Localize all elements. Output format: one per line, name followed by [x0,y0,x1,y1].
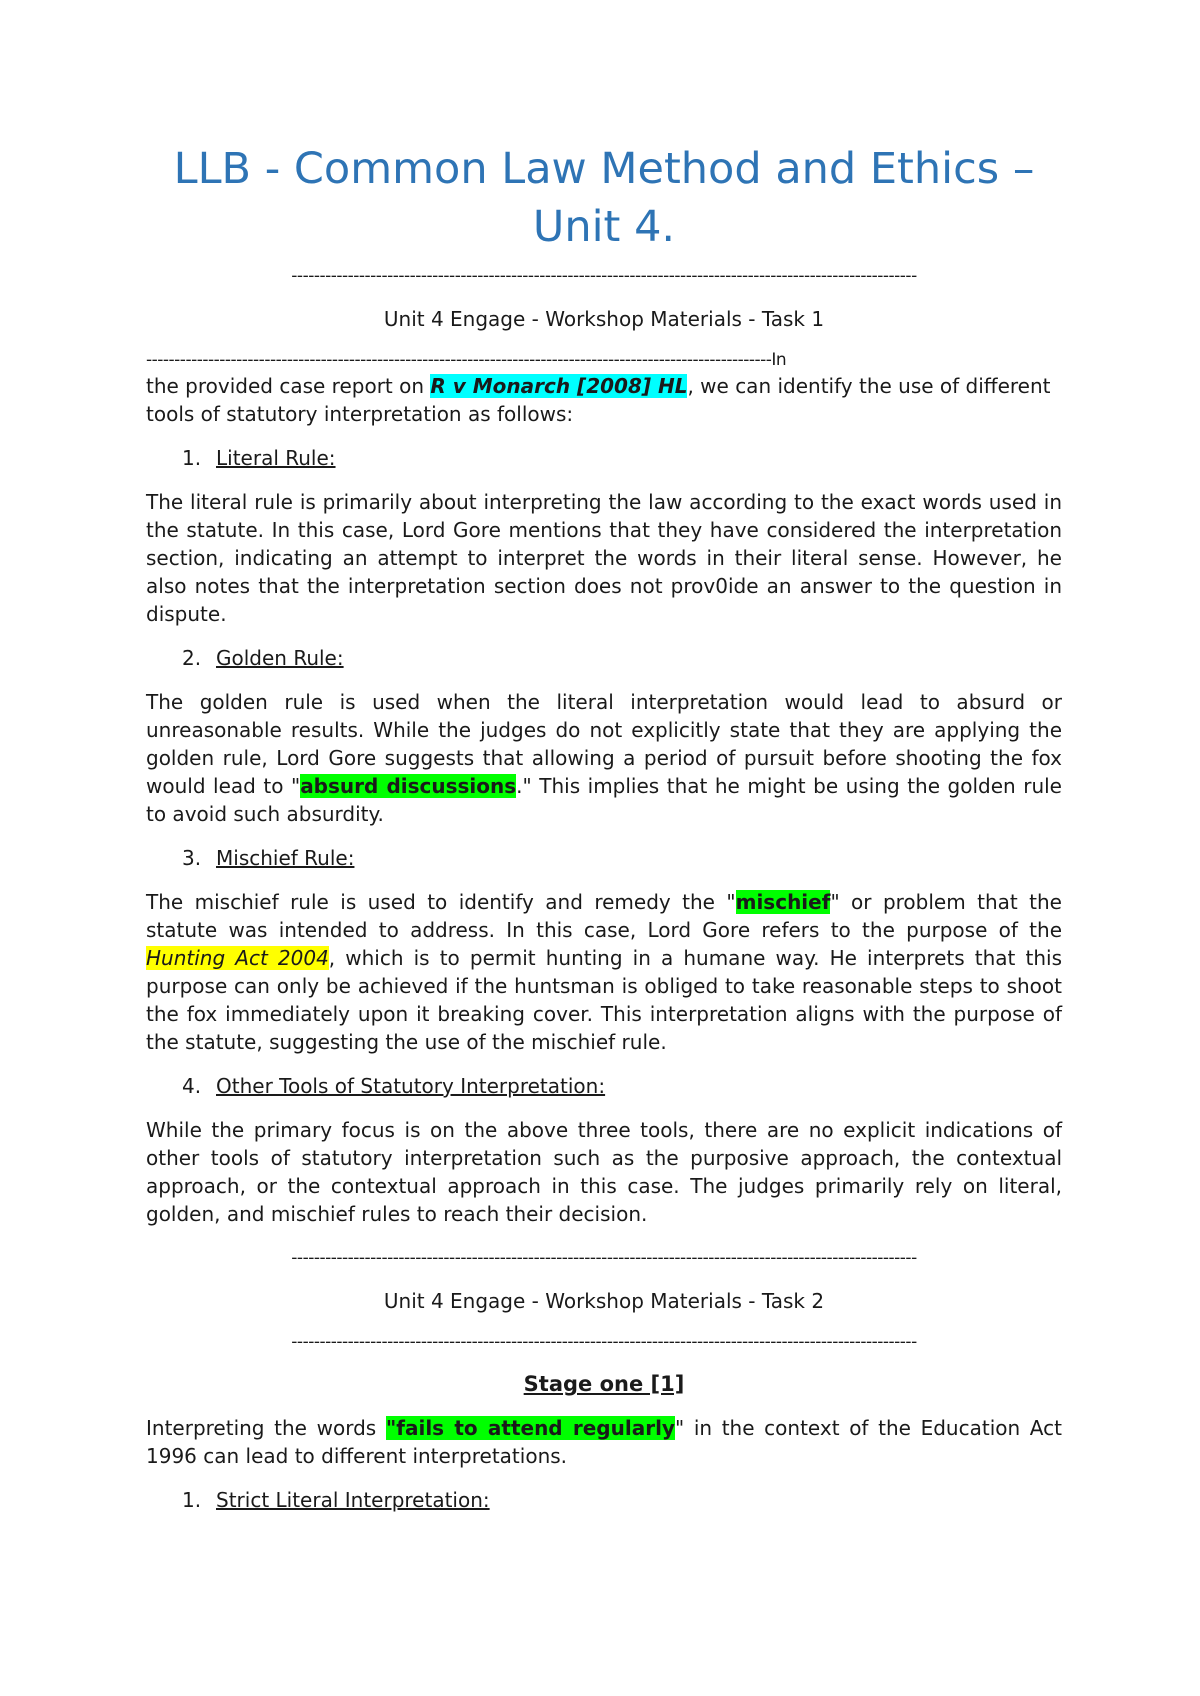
item-number: 3. [182,846,202,870]
paragraph-text-end: , which is to permit hunting in a humane way. He interprets that this purpose can only be achieved if the huntsman is obliged to take reasonable steps to shoot the fox immediately upon it breaking cover. This interpretation aligns with the purpose of the statute, suggesting the use of the mischief rule. [146,946,1063,1054]
intro-text: Interpreting the words [146,1416,386,1440]
golden-rule-paragraph [146,688,1062,828]
intro-text: the provided case report on [146,374,431,398]
divider: --------------------------------------------------------------------------------------------------------------- [291,1332,917,1352]
divider: --------------------------------------------------------------------------------------------------------------- [291,266,917,286]
list-item-mischief-rule [146,844,1062,872]
list-item-literal-rule [146,444,1062,472]
task2-intro [146,1414,1062,1470]
task1-heading: Unit 4 Engage - Workshop Materials - Task 1 [383,307,825,331]
paragraph-text-end: ." This implies that he might be using the golden rule to avoid such absurdity. [146,774,1062,826]
item-label: Other Tools of Statutory Interpretation: [216,1074,606,1098]
item-number: 4. [182,1074,202,1098]
list-item-other-tools [146,1072,1062,1100]
task1-intro [146,372,1062,428]
item-label: Mischief Rule: [216,846,355,870]
mischief-highlight: mischief [735,890,831,914]
title-line-1: LLB - Common Law Method and Ethics – [173,144,1035,194]
other-tools-paragraph: While the primary focus is on the above three tools, there are no explicit indications of other tools of statutory interpretation such as the purposive approach, the contextual approach, or the contextual approach in this case. The judges primarily rely on literal, golden, and mischief rules to reach their decision. [146,1118,1062,1226]
divider-with-tail [146,350,1062,370]
literal-rule-paragraph: The literal rule is primarily about interpreting the law according to the exact words used in the statute. In this case, Lord Gore mentions that they have considered the interpretation section, indicating an attempt to interpret the words in their literal sense. However, he also notes that the interpretation section does not prov0ide an answer to the question in dispute. [146,490,1062,626]
divider-tail: In [771,350,787,370]
paragraph-text: The mischief rule is used to identify and remedy the " [146,890,736,914]
divider-dashes: --------------------------------------------------------------------------------------------------------------- [146,350,772,370]
document-title [146,140,1062,256]
case-citation-highlight: R v Monarch [2008] HL [430,374,688,398]
fails-to-attend-highlight: "fails to attend regularly [385,1416,675,1440]
paragraph-text-mid: " or problem that the statute was intended to address. In this case, Lord Gore refers to the purpose of the [146,890,1062,942]
item-label: Literal Rule: [216,446,336,470]
item-label: Golden Rule: [216,646,344,670]
item-label: Strict Literal Interpretation: [216,1488,490,1512]
paragraph-text: The golden rule is used when the literal interpretation would lead to absurd or unreasonable results. While the judges do not explicitly state that they are applying the golden rule, Lord Gore suggests that allowing a period of pursuit before shooting the fox would lead to " [146,690,1062,798]
mischief-rule-paragraph [146,888,1062,1056]
list-item-golden-rule [146,644,1062,672]
hunting-act-highlight: Hunting Act 2004 [146,946,329,970]
item-number: 1. [182,1488,202,1512]
absurd-discussions-highlight: absurd discussions [300,774,517,798]
intro-text-end: " in the context of the Education Act 1996 can lead to different interpretations. [146,1416,1062,1468]
divider: --------------------------------------------------------------------------------------------------------------- [291,1248,917,1268]
item-number: 1. [182,446,202,470]
item-number: 2. [182,646,202,670]
intro-text-end: , we can identify the use of different tools of statutory interpretation as follows: [146,374,1051,426]
title-line-2: Unit 4. [532,202,676,252]
list-item-strict-literal [146,1486,1062,1514]
task2-heading: Unit 4 Engage - Workshop Materials - Task 2 [383,1289,825,1313]
stage-one-heading: Stage one [1] [523,1372,685,1396]
